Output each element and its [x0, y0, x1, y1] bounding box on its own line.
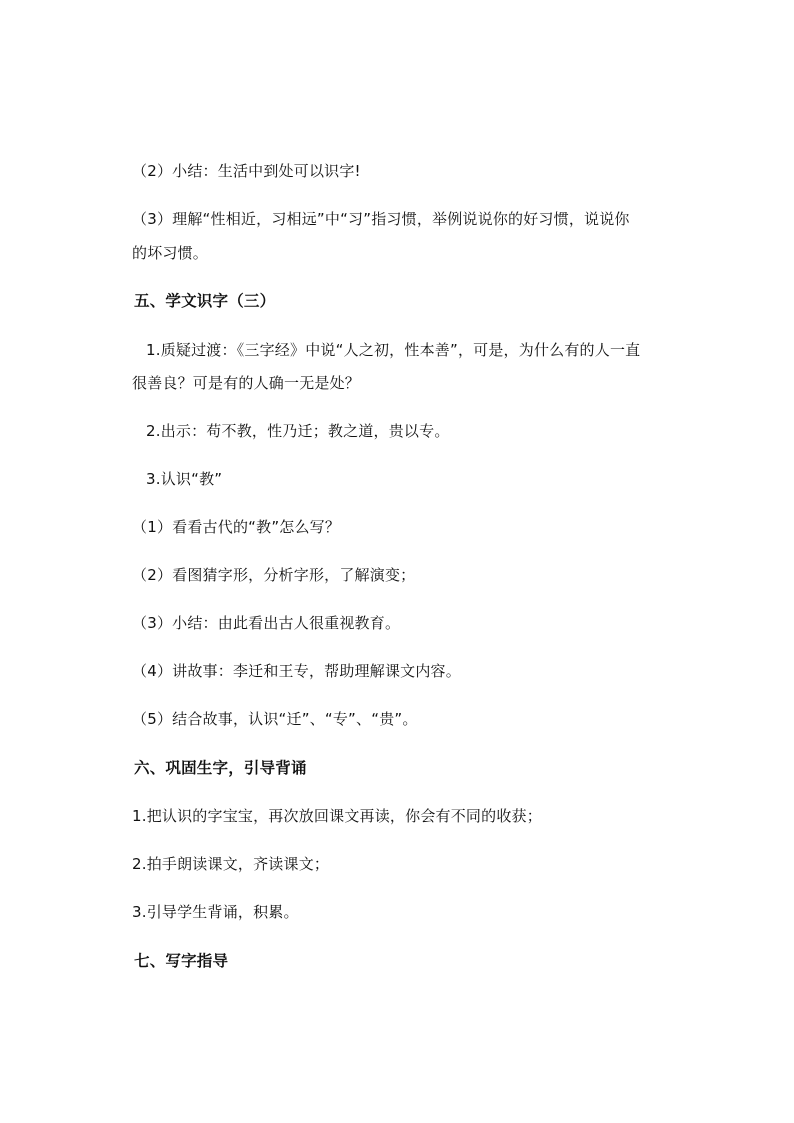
text-line-sub-3: （3）小结：由此看出古人很重视教育。	[132, 614, 401, 632]
text-line-show-2: 2.出示：苟不教，性乃迁；教之道，贵以专。	[146, 422, 450, 440]
text-line-consolidate-2: 2.拍手朗读课文，齐读课文；	[132, 855, 330, 873]
section-heading-7: 七、写字指导	[134, 952, 229, 970]
text-line-understand-3-cont: 的坏习惯。	[132, 244, 209, 262]
text-line-question-1-cont: 很善良？可是有的人确一无是处？	[132, 374, 361, 392]
text-line-understand-3: （3）理解“性相近，习相远”中“习”指习惯，举例说说你的好习惯，说说你	[132, 210, 630, 228]
text-line-recognize-3: 3.认识“教”	[146, 470, 223, 488]
text-line-question-1: 1.质疑过渡：《三字经》中说“人之初，性本善”，可是，为什么有的人一直	[146, 341, 641, 359]
section-heading-6: 六、巩固生字，引导背诵	[134, 759, 307, 777]
text-line-consolidate-1: 1.把认识的字宝宝，再次放回课文再读，你会有不同的收获；	[132, 807, 542, 825]
text-line-sub-5: （5）结合故事，认识“迁”、“专”、“贵”。	[132, 710, 418, 728]
text-line-sub-2: （2）看图猜字形，分析字形，了解演变；	[132, 566, 416, 584]
text-line-sub-1: （1）看看古代的“教”怎么写？	[132, 518, 341, 536]
section-heading-5: 五、学文识字（三）	[134, 292, 276, 310]
text-line-consolidate-3: 3.引导学生背诵，积累。	[132, 903, 299, 921]
text-line-sub-4: （4）讲故事：李迁和王专，帮助理解课文内容。	[132, 662, 461, 680]
text-line-summary-2: （2）小结：生活中到处可以识字!	[132, 162, 361, 180]
